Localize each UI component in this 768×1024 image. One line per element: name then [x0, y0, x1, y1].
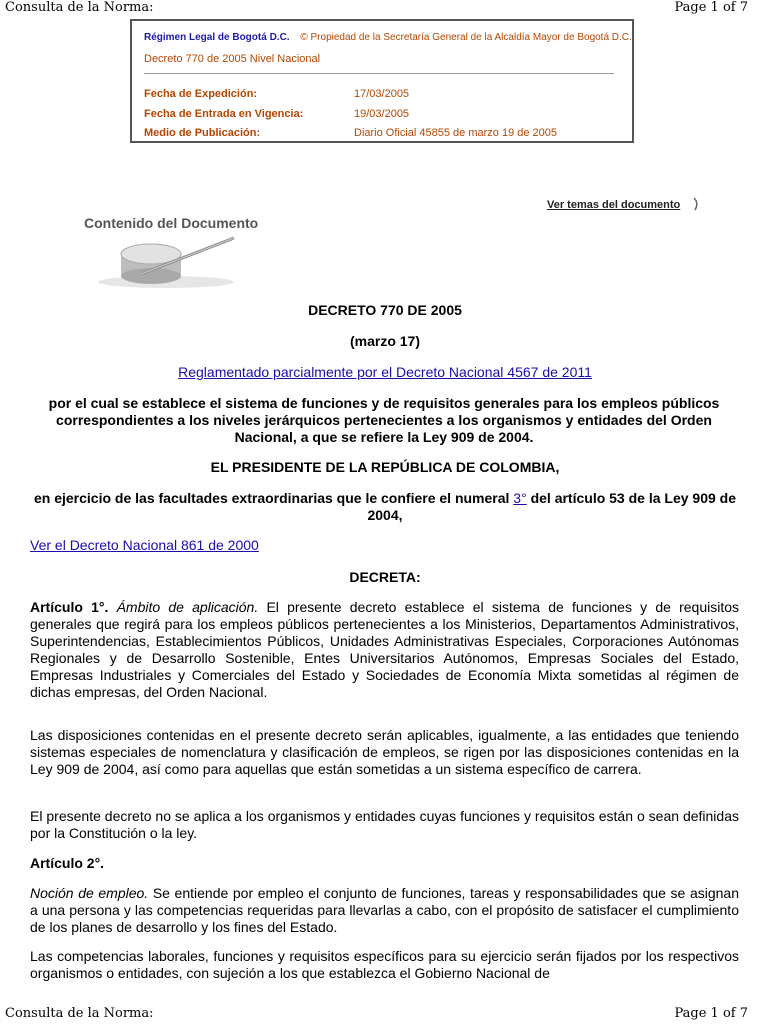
decreta-heading: DECRETA: [349, 569, 421, 585]
page-header [5, 0, 748, 18]
ver-decreto-line [30, 537, 739, 554]
article-2-title: Noción de empleo. [30, 885, 149, 901]
reglamentado-line [30, 364, 740, 380]
president-line: EL PRESIDENTE DE LA REPÚBLICA DE COLOMBIA, [210, 459, 560, 475]
contenido-heading: Contenido del Documento [84, 215, 259, 231]
info-row-expedicion [144, 88, 409, 100]
article-1 [30, 599, 739, 701]
propiedad-notice: © Propiedad de la Secretaría General de la Alcaldía Mayor de Bogotá D.C. [300, 32, 632, 43]
info-row-publicacion [144, 127, 557, 139]
facultades-text-before: en ejercicio de las facultades extraordinarias que le confiere el numeral [33, 490, 514, 506]
curl-arrow-icon [692, 197, 700, 211]
info-row-label: Medio de Publicación: [144, 127, 261, 139]
numeral-link[interactable]: 3° [513, 490, 527, 506]
decree-date: (marzo 17) [349, 333, 421, 349]
paragraph-3: El presente decreto no se aplica a los organismos y entidades cuyas funciones y requisitos están o sean definidas por la Constitución o la ley. [30, 808, 739, 841]
article-2-label [30, 855, 739, 872]
paragraph-last: Las competencias laborales, funciones y requisitos específicos para su ejercicio serán fijados por los respectivos organismos o entidades, con sujeción a los que establezca el Gobierno Nacional de [30, 948, 739, 981]
ver-decreto-link[interactable]: Ver el Decreto Nacional 861 de 2000 [30, 537, 259, 553]
decree-title: DECRETO 770 DE 2005 [308, 302, 462, 318]
info-row-label: Fecha de Expedición: [144, 88, 258, 100]
regimen-legal-title: Régimen Legal de Bogotá D.C. [144, 32, 290, 43]
article-2 [30, 885, 739, 936]
page-header-source: Consulta de la Norma: [5, 0, 154, 15]
paragraph-2: Las disposiciones contenidas en el presente decreto serán aplicables, igualmente, a las entidades que teniendo sistemas especiales de nomenclatura y clasificación de empleos, se rigen por las disposiciones contenidas en la Ley 909 de 2004, así como para aquellas que están sometidas a un sistema específico de carrera. [30, 727, 739, 777]
page-footer-source: Consulta de la Norma: [5, 1006, 154, 1021]
article-1-title: Ámbito de aplicación. [116, 599, 259, 615]
info-box-header [144, 32, 632, 43]
info-box-divider [144, 73, 614, 74]
article-1-label: Artículo 1°. [30, 599, 109, 615]
info-row-vigencia [144, 108, 409, 120]
document-logo [96, 232, 236, 288]
facultades-text-after: del artículo 53 de la Ley 909 de 2004, [367, 490, 737, 523]
page-footer-page-number: Page 1 of 7 [674, 1006, 748, 1021]
ver-temas-link[interactable]: Ver temas del documento [547, 199, 681, 211]
page-footer [5, 1006, 748, 1024]
reglamentado-link[interactable]: Reglamentado parcialmente por el Decreto Nacional 4567 de 2011 [178, 364, 592, 380]
info-row-value: 17/03/2005 [354, 88, 410, 100]
article-1-text: El presente decreto establece el sistema de funciones y de requisitos generales que regirá para los empleos públicos pertenecientes a los Ministerios, Departamentos Administrativos, Superintendencias, Establecimientos Públicos, Unidades Administrativas Especiales, Corporaciones Autónomas Regionales y de Desarrollo Sostenible, Entes Universitarios Autónomos, Empresas Sociales del Estado, Empresas Industriales y Comerciales del Estado y Sociedades de Economía Mixta sometidas al régimen de dichas empresas, del Orden Nacional. [30, 599, 740, 700]
page-header-page-number: Page 1 of 7 [674, 0, 748, 15]
info-row-value: 19/03/2005 [354, 108, 410, 120]
document-info-box [130, 19, 634, 143]
info-row-value: Diario Oficial 45855 de marzo 19 de 2005 [354, 127, 558, 139]
article-2-text: Se entiende por empleo el conjunto de funciones, tareas y responsabilidades que se asignan a una persona y las competencias requeridas para llevarlas a cabo, con el propósito de satisfacer el cumplimiento de los planes de desarrollo y los fines del Estado. [30, 885, 739, 935]
facultades-line [30, 490, 740, 524]
decreto-label: Decreto 770 de 2005 Nivel Nacional [144, 53, 321, 65]
info-row-label: Fecha de Entrada en Vigencia: [144, 108, 304, 120]
article-2-label-text: Artículo 2°. [30, 855, 105, 871]
decree-subject: por el cual se establece el sistema de funciones y de requisitos generales para los empleos públicos correspondientes a los niveles jerárquicos pertenecientes a los organismos y entidades del Orden Nacional, a que se refiere la Ley 909 de 2004. [48, 395, 720, 445]
